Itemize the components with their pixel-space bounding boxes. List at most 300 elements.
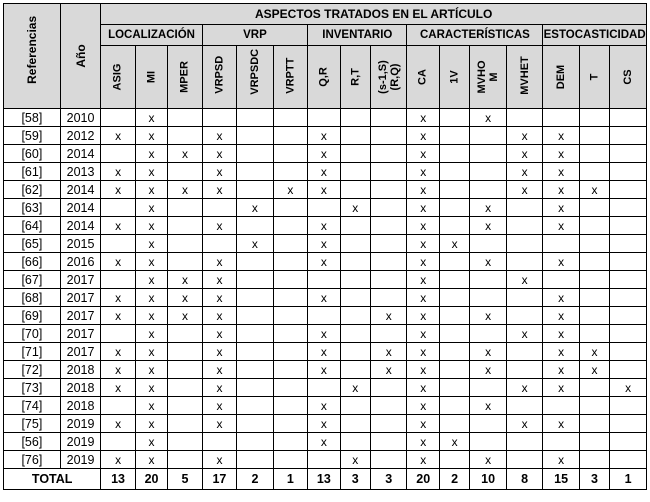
reference-cell: [71]	[4, 343, 61, 361]
aspect-cell: x	[135, 433, 167, 451]
aspect-cell: x	[439, 235, 469, 253]
aspect-cell	[168, 433, 202, 451]
aspect-cell	[610, 181, 647, 199]
aspect-cell: x	[543, 361, 580, 379]
column-header	[340, 46, 370, 109]
aspect-cell	[579, 163, 609, 181]
aspect-cell: x	[506, 181, 543, 199]
aspect-cell	[237, 289, 274, 307]
reference-cell: [65]	[4, 235, 61, 253]
aspect-cell	[470, 235, 507, 253]
table-row	[4, 415, 647, 433]
aspect-cell	[506, 289, 543, 307]
aspect-cell	[237, 109, 274, 127]
aspect-cell	[237, 433, 274, 451]
aspect-cell	[370, 199, 407, 217]
aspect-cell	[168, 217, 202, 235]
aspect-cell: x	[135, 109, 167, 127]
aspect-cell	[610, 289, 647, 307]
aspect-cell: x	[308, 181, 340, 199]
aspect-cell	[168, 415, 202, 433]
aspect-cell: x	[407, 199, 439, 217]
aspect-cell: x	[308, 343, 340, 361]
total-cell: 10	[470, 469, 507, 490]
aspect-cell	[439, 163, 469, 181]
column-header-label: ASIG	[112, 63, 125, 91]
column-header-label: CS	[622, 69, 635, 85]
aspect-cell	[340, 109, 370, 127]
aspect-cell: x	[202, 397, 236, 415]
year-cell: 2015	[60, 235, 101, 253]
aspect-cell	[610, 253, 647, 271]
aspect-cell: x	[610, 379, 647, 397]
aspect-cell: x	[543, 199, 580, 217]
total-cell: 13	[308, 469, 340, 490]
aspect-cell	[470, 325, 507, 343]
table-row	[4, 433, 647, 451]
aspects-table	[3, 3, 647, 490]
aspect-cell: x	[135, 127, 167, 145]
group-header: VRP	[202, 25, 307, 46]
total-cell: 15	[543, 469, 580, 490]
aspect-cell: x	[202, 127, 236, 145]
aspect-cell: x	[439, 433, 469, 451]
total-cell: 1	[273, 469, 307, 490]
aspect-cell	[370, 235, 407, 253]
aspects-table-container	[3, 3, 647, 490]
aspect-cell: x	[407, 127, 439, 145]
aspect-cell	[168, 109, 202, 127]
total-cell: 20	[135, 469, 167, 490]
aspect-cell	[101, 325, 135, 343]
aspect-cell	[340, 235, 370, 253]
aspect-cell: x	[543, 127, 580, 145]
aspect-cell	[579, 379, 609, 397]
aspect-cell: x	[135, 343, 167, 361]
aspect-cell	[237, 343, 274, 361]
header-anio: Año	[60, 4, 101, 109]
column-header-label: MVHET	[518, 56, 531, 95]
aspect-cell: x	[101, 127, 135, 145]
aspect-cell	[543, 109, 580, 127]
aspect-cell	[470, 181, 507, 199]
year-cell: 2014	[60, 199, 101, 217]
aspect-cell	[168, 127, 202, 145]
table-row	[4, 253, 647, 271]
year-cell: 2018	[60, 397, 101, 415]
total-cell: 2	[237, 469, 274, 490]
aspect-cell: x	[135, 145, 167, 163]
table-row	[4, 109, 647, 127]
aspect-cell: x	[168, 271, 202, 289]
aspect-cell: x	[506, 163, 543, 181]
reference-cell: [68]	[4, 289, 61, 307]
aspect-cell: x	[543, 289, 580, 307]
reference-cell: [64]	[4, 217, 61, 235]
aspect-cell: x	[101, 451, 135, 469]
aspect-cell	[101, 235, 135, 253]
aspect-cell	[308, 379, 340, 397]
year-cell: 2016	[60, 253, 101, 271]
group-header: CARACTERÍSTICAS	[407, 25, 543, 46]
aspect-cell	[579, 415, 609, 433]
aspect-cell: x	[135, 271, 167, 289]
aspect-cell: x	[135, 379, 167, 397]
aspect-cell	[101, 271, 135, 289]
aspect-cell	[370, 433, 407, 451]
aspect-cell: x	[202, 289, 236, 307]
aspect-cell	[439, 415, 469, 433]
aspect-cell: x	[237, 199, 274, 217]
aspect-cell	[168, 199, 202, 217]
aspect-cell	[340, 361, 370, 379]
aspect-cell	[273, 127, 307, 145]
aspect-cell	[579, 325, 609, 343]
aspect-cell: x	[407, 181, 439, 199]
aspect-cell: x	[407, 415, 439, 433]
aspect-cell	[439, 145, 469, 163]
table-row	[4, 397, 647, 415]
aspect-cell: x	[308, 361, 340, 379]
aspect-cell: x	[543, 181, 580, 199]
aspect-cell: x	[273, 181, 307, 199]
column-header	[543, 46, 580, 109]
aspect-cell	[370, 109, 407, 127]
aspect-cell: x	[506, 379, 543, 397]
aspect-cell: x	[370, 343, 407, 361]
year-cell: 2019	[60, 433, 101, 451]
aspect-cell	[273, 361, 307, 379]
aspect-cell	[273, 163, 307, 181]
aspect-cell	[101, 397, 135, 415]
aspect-cell: x	[506, 325, 543, 343]
aspect-cell: x	[135, 235, 167, 253]
aspect-cell	[610, 307, 647, 325]
aspect-cell: x	[101, 379, 135, 397]
aspect-cell	[168, 235, 202, 253]
aspect-cell	[340, 307, 370, 325]
aspect-cell	[273, 379, 307, 397]
aspect-cell: x	[506, 271, 543, 289]
aspect-cell	[506, 217, 543, 235]
aspect-cell: x	[407, 253, 439, 271]
column-header-label: Q,R	[317, 67, 330, 87]
aspect-cell: x	[543, 451, 580, 469]
total-cell: 3	[340, 469, 370, 490]
aspect-cell	[439, 181, 469, 199]
aspect-cell: x	[308, 163, 340, 181]
aspect-cell	[101, 199, 135, 217]
aspect-cell	[610, 451, 647, 469]
aspect-cell	[579, 145, 609, 163]
year-cell: 2010	[60, 109, 101, 127]
aspect-cell	[579, 109, 609, 127]
aspect-cell	[273, 451, 307, 469]
reference-cell: [58]	[4, 109, 61, 127]
aspect-cell	[370, 271, 407, 289]
aspect-cell	[579, 289, 609, 307]
aspect-cell: x	[407, 271, 439, 289]
aspect-cell	[470, 271, 507, 289]
aspect-cell	[340, 325, 370, 343]
aspect-cell: x	[506, 127, 543, 145]
aspect-cell: x	[135, 217, 167, 235]
aspect-cell: x	[543, 343, 580, 361]
aspect-cell	[579, 433, 609, 451]
aspect-cell	[340, 253, 370, 271]
aspect-cell	[439, 451, 469, 469]
aspect-cell: x	[470, 217, 507, 235]
aspect-cell: x	[202, 217, 236, 235]
aspect-cell	[168, 163, 202, 181]
aspect-cell	[370, 415, 407, 433]
aspect-cell: x	[470, 361, 507, 379]
reference-cell: [75]	[4, 415, 61, 433]
year-cell: 2019	[60, 451, 101, 469]
aspect-cell	[370, 379, 407, 397]
aspect-cell	[340, 289, 370, 307]
table-row	[4, 451, 647, 469]
aspect-cell	[370, 127, 407, 145]
reference-cell: [61]	[4, 163, 61, 181]
aspect-cell	[273, 235, 307, 253]
total-label: TOTAL	[4, 469, 101, 490]
year-cell: 2012	[60, 127, 101, 145]
aspect-cell	[439, 199, 469, 217]
aspect-cell	[439, 343, 469, 361]
aspect-cell: x	[407, 379, 439, 397]
column-header	[470, 46, 507, 109]
aspect-cell	[273, 271, 307, 289]
column-header-label: MI	[145, 70, 158, 84]
column-header-label: 1V	[448, 70, 461, 84]
aspect-cell	[237, 253, 274, 271]
aspect-cell	[579, 451, 609, 469]
aspect-cell: x	[407, 109, 439, 127]
table-row	[4, 379, 647, 397]
aspect-cell	[308, 271, 340, 289]
year-cell: 2017	[60, 325, 101, 343]
aspect-cell	[370, 163, 407, 181]
year-cell: 2019	[60, 415, 101, 433]
aspect-cell	[340, 145, 370, 163]
aspect-cell: x	[543, 415, 580, 433]
aspect-cell: x	[202, 145, 236, 163]
aspect-cell	[237, 397, 274, 415]
total-cell: 5	[168, 469, 202, 490]
aspect-cell: x	[135, 451, 167, 469]
aspect-cell: x	[407, 307, 439, 325]
column-header-label: CA	[417, 69, 430, 85]
aspect-cell: x	[407, 325, 439, 343]
aspect-cell: x	[135, 361, 167, 379]
aspect-cell: x	[101, 415, 135, 433]
reference-cell: [70]	[4, 325, 61, 343]
column-header	[237, 46, 274, 109]
aspect-cell	[579, 397, 609, 415]
aspect-cell: x	[101, 289, 135, 307]
aspect-cell: x	[543, 307, 580, 325]
aspect-cell	[370, 451, 407, 469]
aspect-cell: x	[308, 253, 340, 271]
aspect-cell: x	[168, 307, 202, 325]
aspect-cell: x	[543, 253, 580, 271]
aspect-cell: x	[407, 451, 439, 469]
column-header-label: DEM	[555, 64, 568, 90]
aspect-cell: x	[202, 163, 236, 181]
table-row	[4, 181, 647, 199]
header-referencias: Referencias	[4, 4, 61, 109]
aspect-cell	[340, 181, 370, 199]
column-header	[273, 46, 307, 109]
aspect-cell: x	[370, 361, 407, 379]
aspect-cell	[237, 325, 274, 343]
aspect-cell: x	[308, 145, 340, 163]
table-row	[4, 361, 647, 379]
table-row	[4, 325, 647, 343]
aspect-cell	[506, 343, 543, 361]
column-header-label: T	[588, 73, 601, 81]
aspect-cell	[439, 361, 469, 379]
aspect-cell	[340, 271, 370, 289]
aspect-cell	[273, 307, 307, 325]
column-header	[610, 46, 647, 109]
aspect-cell: x	[202, 361, 236, 379]
aspect-cell	[439, 127, 469, 145]
aspect-cell	[273, 253, 307, 271]
aspect-cell	[439, 109, 469, 127]
aspect-cell: x	[407, 433, 439, 451]
aspect-cell: x	[470, 307, 507, 325]
aspect-cell: x	[340, 451, 370, 469]
aspect-cell: x	[135, 289, 167, 307]
column-header-label: VRPSD	[213, 55, 226, 94]
aspect-cell	[610, 415, 647, 433]
total-cell: 13	[101, 469, 135, 490]
aspect-cell	[506, 397, 543, 415]
aspect-cell	[168, 397, 202, 415]
aspect-cell	[610, 271, 647, 289]
aspect-cell: x	[202, 325, 236, 343]
aspect-cell	[370, 145, 407, 163]
aspect-cell	[237, 163, 274, 181]
aspect-cell	[370, 181, 407, 199]
aspect-cell	[340, 415, 370, 433]
aspect-cell	[506, 253, 543, 271]
total-cell: 17	[202, 469, 236, 490]
aspect-cell: x	[470, 451, 507, 469]
aspect-cell	[610, 145, 647, 163]
column-header-label: MVHO M	[476, 60, 501, 94]
aspect-cell	[273, 343, 307, 361]
table-row	[4, 289, 647, 307]
reference-cell: [73]	[4, 379, 61, 397]
column-header	[168, 46, 202, 109]
table-row	[4, 235, 647, 253]
aspect-cell	[506, 451, 543, 469]
aspect-cell: x	[202, 379, 236, 397]
header-aspectos: ASPECTOS TRATADOS EN EL ARTÍCULO	[101, 4, 647, 25]
year-cell: 2017	[60, 307, 101, 325]
aspect-cell	[237, 307, 274, 325]
aspect-cell: x	[340, 379, 370, 397]
aspect-cell: x	[308, 325, 340, 343]
aspect-cell	[202, 199, 236, 217]
aspect-cell: x	[579, 343, 609, 361]
aspect-cell	[506, 433, 543, 451]
aspect-cell: x	[135, 397, 167, 415]
aspect-cell: x	[202, 181, 236, 199]
column-header-label: MPER	[178, 61, 191, 93]
aspect-cell	[506, 235, 543, 253]
year-cell: 2014	[60, 217, 101, 235]
table-row	[4, 199, 647, 217]
aspect-cell: x	[407, 217, 439, 235]
column-header	[101, 46, 135, 109]
reference-cell: [69]	[4, 307, 61, 325]
table-row	[4, 343, 647, 361]
aspect-cell: x	[101, 361, 135, 379]
table-row	[4, 217, 647, 235]
aspect-cell: x	[135, 181, 167, 199]
column-header	[202, 46, 236, 109]
aspect-cell: x	[470, 253, 507, 271]
aspect-cell: x	[135, 163, 167, 181]
aspect-cell	[370, 253, 407, 271]
aspect-cell	[370, 397, 407, 415]
aspect-cell	[101, 109, 135, 127]
column-header-label: (s-1,S) (R,Q)	[376, 60, 401, 94]
aspect-cell: x	[101, 253, 135, 271]
aspect-cell	[101, 433, 135, 451]
column-header-label: VRPSDC	[248, 48, 261, 95]
aspect-cell	[439, 217, 469, 235]
aspect-cell	[202, 109, 236, 127]
aspect-cell	[340, 127, 370, 145]
aspect-cell	[273, 145, 307, 163]
aspect-cell: x	[202, 271, 236, 289]
aspect-cell	[579, 307, 609, 325]
aspect-cell	[470, 289, 507, 307]
aspect-cell	[470, 127, 507, 145]
aspect-cell: x	[407, 397, 439, 415]
aspect-cell	[610, 433, 647, 451]
total-cell: 3	[579, 469, 609, 490]
aspect-cell	[101, 145, 135, 163]
aspect-cell	[237, 361, 274, 379]
aspect-cell: x	[308, 415, 340, 433]
aspect-cell	[168, 325, 202, 343]
aspect-cell: x	[407, 361, 439, 379]
aspect-cell	[543, 397, 580, 415]
aspect-cell	[470, 415, 507, 433]
aspect-cell: x	[101, 181, 135, 199]
aspect-cell: x	[308, 433, 340, 451]
aspect-cell	[370, 217, 407, 235]
aspect-cell: x	[308, 217, 340, 235]
column-header	[407, 46, 439, 109]
aspect-cell	[237, 145, 274, 163]
aspect-cell	[273, 217, 307, 235]
aspect-cell	[202, 235, 236, 253]
aspect-cell	[237, 271, 274, 289]
aspect-cell	[340, 163, 370, 181]
aspect-cell	[273, 325, 307, 343]
year-cell: 2017	[60, 343, 101, 361]
column-header	[370, 46, 407, 109]
aspect-cell: x	[543, 217, 580, 235]
aspect-cell	[237, 415, 274, 433]
